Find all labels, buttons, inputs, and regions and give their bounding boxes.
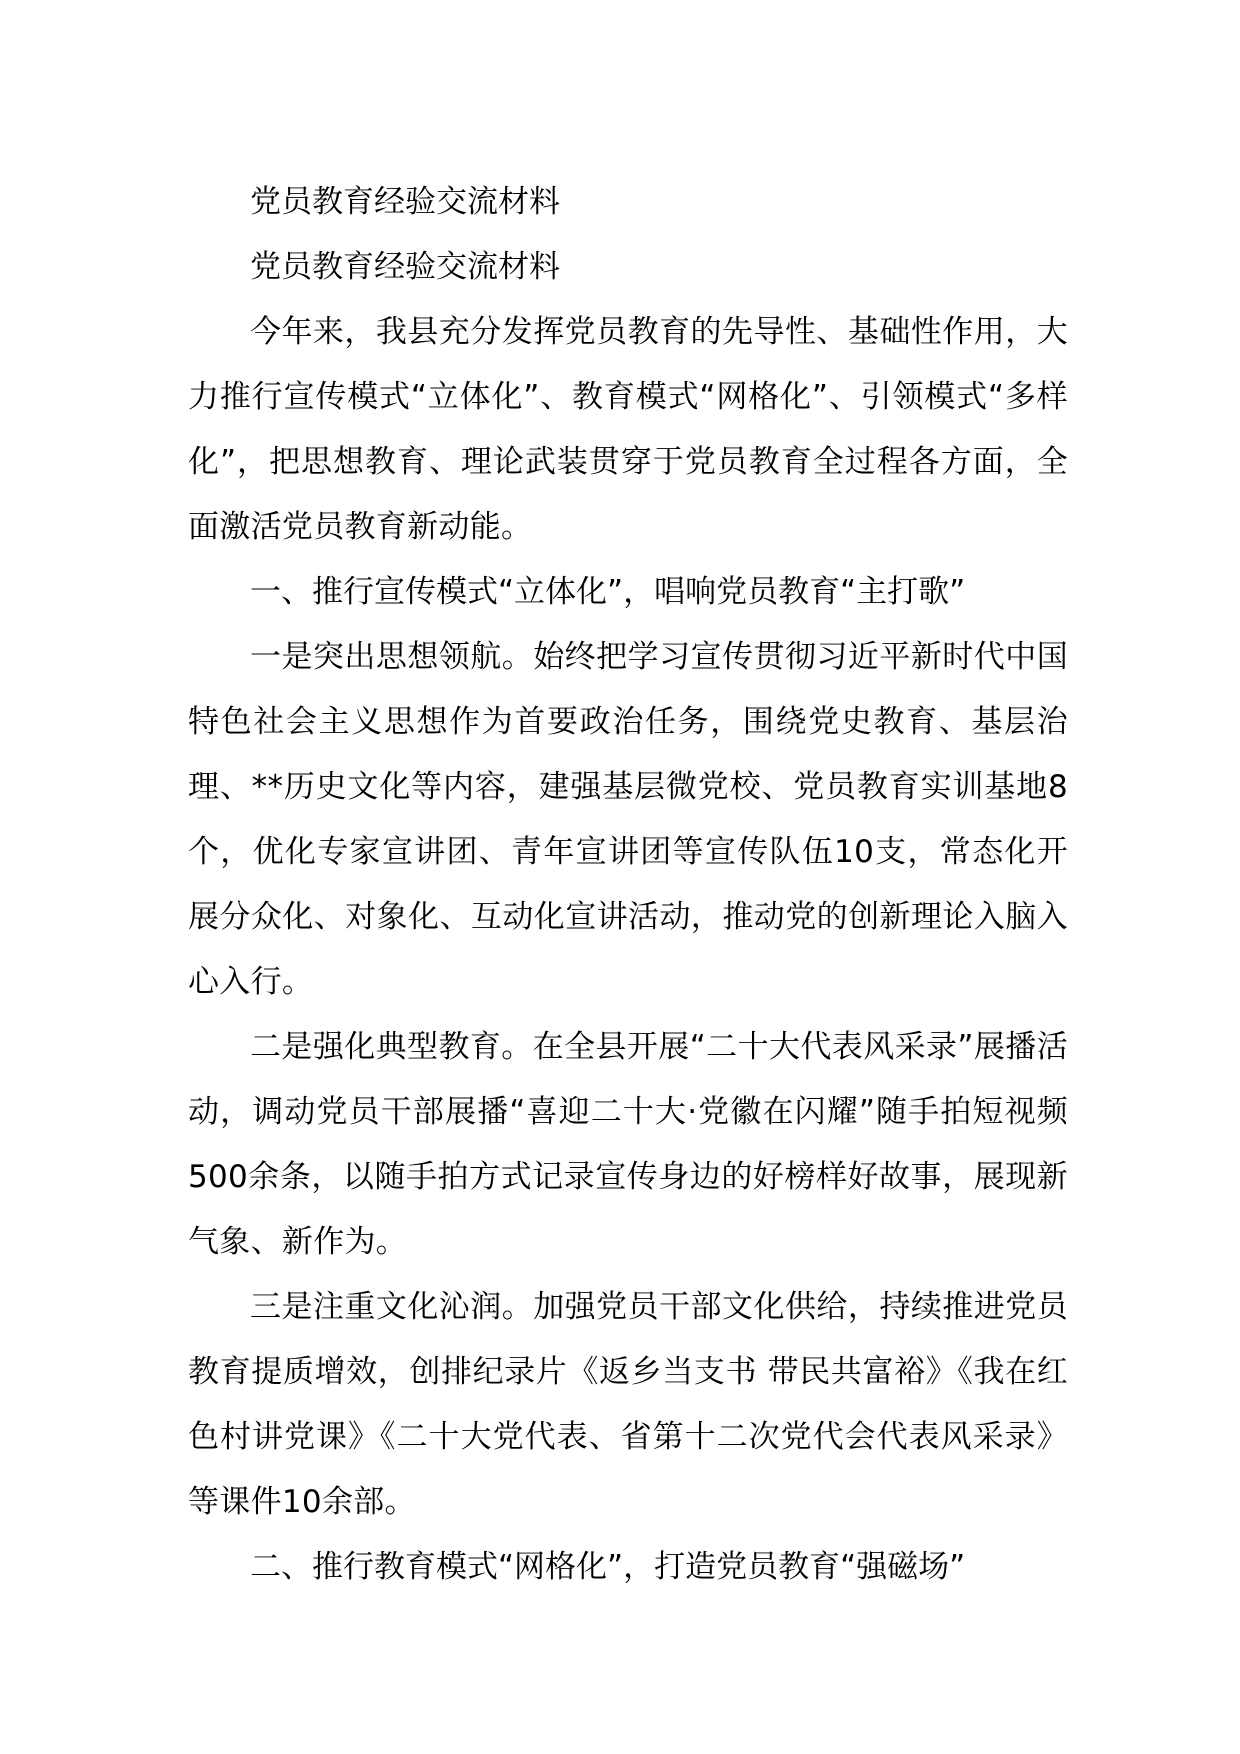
intro-paragraph: 今年来，我县充分发挥党员教育的先导性、基础性作用，大力推行宣传模式“立体化”、教育模式“网格化”、引领模式“多样化”，把思想教育、理论武装贯穿于党员教育全过程各方面，全面激活党员教育新动能。: [188, 314, 1068, 545]
section-1-paragraph-1: 一是突出思想领航。始终把学习宣传贯彻习近平新时代中国特色社会主义思想作为首要政治任务，围绕党史教育、基层治理、**历史文化等内容，建强基层微党校、党员教育实训基地8个，优化专家宣讲团、青年宣讲团等宣传队伍10支，常态化开展分众化、对象化、互动化宣讲活动，推动党的创新理论入脑入心入行。: [188, 639, 1068, 1000]
section-1-paragraph-2: 二是强化典型教育。在全县开展“二十大代表风采录”展播活动，调动党员干部展播“喜迎二十大·党徽在闪耀”随手拍短视频500余条，以随手拍方式记录宣传身边的好榜样好故事，展现新气象、新作为。: [188, 1029, 1068, 1260]
document-title-line-1: 党员教育经验交流材料: [250, 184, 560, 220]
document-title-line-2: 党员教育经验交流材料: [250, 249, 560, 285]
section-1-heading: 一、推行宣传模式“立体化”，唱响党员教育“主打歌”: [250, 574, 966, 610]
section-1-paragraph-3: 三是注重文化沁润。加强党员干部文化供给，持续推进党员教育提质增效，创排纪录片《返乡当支书 带民共富裕》《我在红色村讲党课》《二十大党代表、省第十二次党代会代表风采录》等课件10余部。: [188, 1289, 1068, 1520]
section-2-heading: 二、推行教育模式“网格化”，打造党员教育“强磁场”: [250, 1549, 966, 1585]
document-body: [188, 170, 1068, 1600]
